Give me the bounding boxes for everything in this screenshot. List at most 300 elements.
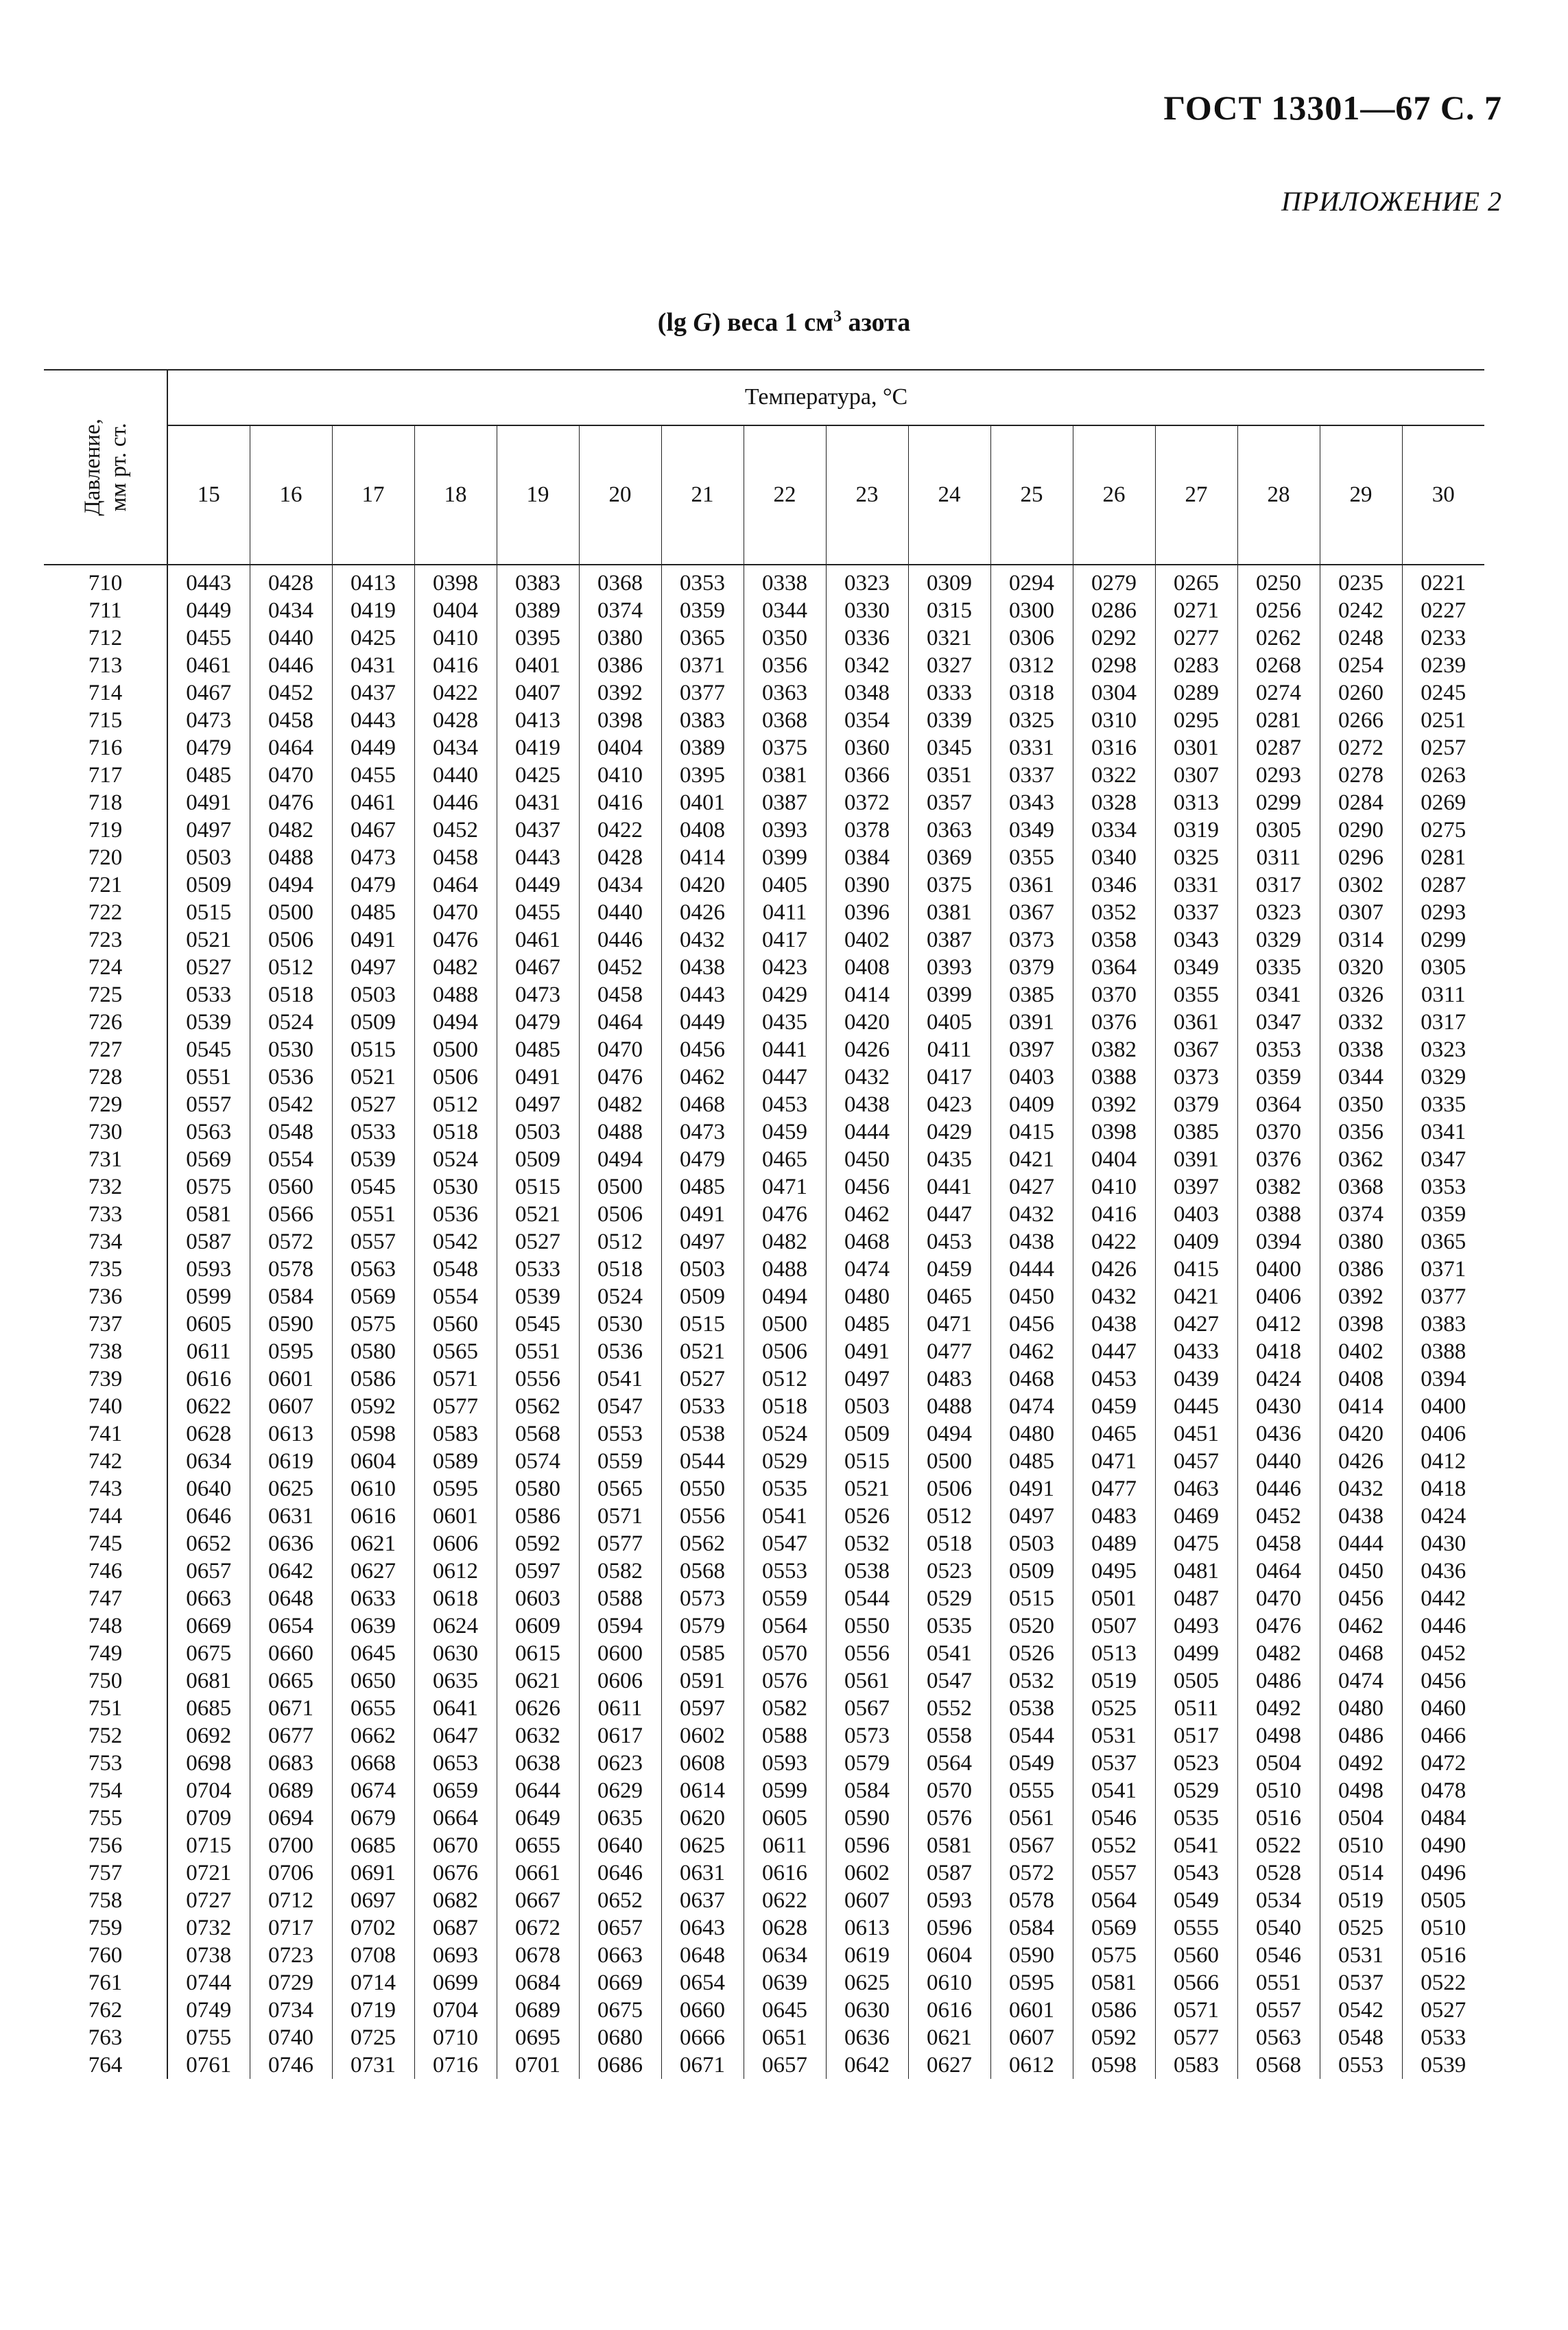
pressure-cell: 740	[44, 1393, 167, 1420]
value-cell: 0344	[1320, 1063, 1402, 1091]
temperature-column-header: 19	[497, 425, 579, 565]
value-cell: 0548	[250, 1118, 332, 1146]
value-cell: 0535	[744, 1475, 826, 1503]
value-cell: 0559	[744, 1585, 826, 1612]
pressure-cell: 729	[44, 1091, 167, 1118]
value-cell: 0643	[661, 1914, 744, 1942]
pressure-cell: 760	[44, 1942, 167, 1969]
value-cell: 0476	[1237, 1612, 1320, 1640]
caption-pre: (lg	[657, 308, 693, 337]
table-row	[44, 1722, 1484, 1750]
value-cell: 0479	[661, 1146, 744, 1173]
value-cell: 0524	[414, 1146, 497, 1173]
temperature-column-header: 23	[826, 425, 908, 565]
value-cell: 0533	[497, 1256, 579, 1283]
value-cell: 0398	[414, 565, 497, 597]
pressure-cell: 714	[44, 679, 167, 707]
value-cell: 0386	[579, 652, 661, 679]
value-cell: 0561	[990, 1804, 1073, 1832]
value-cell: 0386	[1320, 1256, 1402, 1283]
value-cell: 0353	[661, 565, 744, 597]
value-cell: 0440	[579, 899, 661, 926]
value-cell: 0670	[414, 1832, 497, 1859]
value-cell: 0346	[1073, 871, 1155, 899]
value-cell: 0371	[661, 652, 744, 679]
value-cell: 0353	[1237, 1036, 1320, 1063]
value-cell: 0607	[250, 1393, 332, 1420]
value-cell: 0660	[250, 1640, 332, 1667]
value-cell: 0305	[1421, 955, 1466, 980]
value-cell: 0476	[250, 789, 332, 816]
value-cell: 0489	[1073, 1530, 1155, 1557]
value-cell: 0588	[744, 1722, 826, 1750]
value-cell: 0494	[250, 871, 332, 899]
value-cell: 0529	[908, 1585, 990, 1612]
value-cell: 0525	[1320, 1914, 1402, 1942]
value-cell: 0416	[1073, 1201, 1155, 1228]
value-cell: 0474	[990, 1393, 1073, 1420]
value-cell: 0434	[579, 871, 661, 899]
value-cell: 0590	[250, 1310, 332, 1338]
value-cell: 0472	[1421, 1751, 1466, 1776]
value-cell: 0580	[497, 1475, 579, 1503]
table-row	[44, 1063, 1484, 1091]
value-cell: 0562	[661, 1530, 744, 1557]
value-cell: 0350	[1320, 1091, 1402, 1118]
value-cell: 0571	[579, 1503, 661, 1530]
value-cell: 0689	[250, 1777, 332, 1804]
value-cell: 0499	[1155, 1640, 1237, 1667]
value-cell: 0254	[1320, 652, 1402, 679]
value-cell: 0415	[990, 1118, 1073, 1146]
value-cell: 0686	[579, 2051, 661, 2079]
value-cell: 0657	[579, 1914, 661, 1942]
value-cell: 0312	[990, 652, 1073, 679]
value-cell: 0456	[1421, 1669, 1466, 1693]
value-cell: 0451	[1155, 1420, 1237, 1448]
table-row	[44, 2024, 1484, 2051]
value-cell: 0555	[990, 1777, 1073, 1804]
table-row	[44, 1777, 1484, 1804]
value-cell: 0428	[414, 707, 497, 734]
value-cell: 0641	[414, 1695, 497, 1722]
value-cell: 0669	[167, 1612, 250, 1640]
value-cell: 0430	[1237, 1393, 1320, 1420]
value-cell: 0281	[1237, 707, 1320, 734]
pressure-cell: 749	[44, 1640, 167, 1667]
value-cell: 0377	[1421, 1284, 1466, 1309]
value-cell: 0290	[1320, 816, 1402, 844]
value-cell: 0613	[826, 1914, 908, 1942]
value-cell: 0516	[1237, 1804, 1320, 1832]
value-cell: 0530	[250, 1036, 332, 1063]
value-cell: 0387	[908, 926, 990, 954]
value-cell: 0510	[1320, 1832, 1402, 1859]
value-cell: 0533	[1421, 2025, 1466, 2050]
value-cell: 0420	[826, 1009, 908, 1036]
value-cell: 0684	[497, 1969, 579, 1997]
value-cell: 0375	[908, 871, 990, 899]
value-cell: 0709	[167, 1804, 250, 1832]
value-cell: 0351	[908, 762, 990, 789]
pressure-cell: 728	[44, 1063, 167, 1091]
value-cell: 0497	[332, 954, 414, 981]
value-cell: 0410	[1073, 1173, 1155, 1201]
value-cell: 0569	[1073, 1914, 1155, 1942]
value-cell: 0479	[332, 871, 414, 899]
pressure-cell: 743	[44, 1475, 167, 1503]
value-cell: 0552	[908, 1695, 990, 1722]
value-cell: 0374	[579, 597, 661, 624]
value-cell: 0611	[579, 1695, 661, 1722]
value-cell: 0313	[1155, 789, 1237, 816]
table-row	[44, 1475, 1484, 1503]
value-cell: 0628	[744, 1914, 826, 1942]
value-cell: 0698	[167, 1750, 250, 1777]
value-cell: 0464	[1237, 1557, 1320, 1585]
value-cell: 0602	[661, 1722, 744, 1750]
value-cell: 0615	[497, 1640, 579, 1667]
value-cell: 0515	[167, 899, 250, 926]
value-cell: 0712	[250, 1887, 332, 1914]
value-cell: 0335	[1237, 954, 1320, 981]
value-cell: 0339	[908, 707, 990, 734]
value-cell: 0471	[744, 1173, 826, 1201]
temperature-column-header: 15	[167, 425, 250, 565]
value-cell: 0572	[990, 1859, 1073, 1887]
value-cell: 0459	[744, 1118, 826, 1146]
value-cell: 0275	[1421, 818, 1466, 843]
value-cell: 0717	[250, 1914, 332, 1942]
value-cell: 0551	[497, 1338, 579, 1365]
value-cell: 0582	[579, 1557, 661, 1585]
value-cell: 0376	[1073, 1009, 1155, 1036]
value-cell: 0512	[744, 1365, 826, 1393]
value-cell: 0521	[332, 1063, 414, 1091]
value-cell: 0518	[250, 981, 332, 1009]
value-cell: 0579	[661, 1612, 744, 1640]
pressure-cell: 716	[44, 734, 167, 762]
value-cell: 0547	[744, 1530, 826, 1557]
value-cell: 0515	[332, 1036, 414, 1063]
value-cell: 0483	[908, 1365, 990, 1393]
value-cell: 0652	[579, 1887, 661, 1914]
value-cell: 0491	[661, 1201, 744, 1228]
value-cell: 0242	[1320, 597, 1402, 624]
table-row	[44, 1283, 1484, 1310]
value-cell: 0422	[414, 679, 497, 707]
value-cell: 0420	[1320, 1420, 1402, 1448]
value-cell: 0571	[1155, 1997, 1237, 2024]
value-cell: 0409	[1155, 1228, 1237, 1256]
value-cell: 0420	[661, 871, 744, 899]
value-cell: 0518	[744, 1393, 826, 1420]
value-cell: 0568	[1237, 2051, 1320, 2079]
value-cell: 0426	[1073, 1256, 1155, 1283]
value-cell: 0391	[990, 1009, 1073, 1036]
pressure-cell: 742	[44, 1448, 167, 1475]
value-cell: 0616	[908, 1997, 990, 2024]
value-cell: 0446	[579, 926, 661, 954]
value-cell: 0363	[744, 679, 826, 707]
value-cell: 0453	[744, 1091, 826, 1118]
value-cell: 0393	[908, 954, 990, 981]
value-cell: 0631	[661, 1859, 744, 1887]
value-cell: 0577	[579, 1530, 661, 1557]
table-row	[44, 762, 1484, 789]
value-cell: 0547	[579, 1393, 661, 1420]
value-cell: 0500	[908, 1448, 990, 1475]
value-cell: 0323	[1421, 1037, 1466, 1062]
value-cell: 0500	[744, 1310, 826, 1338]
table-row	[44, 1750, 1484, 1777]
value-cell: 0610	[908, 1969, 990, 1997]
value-cell: 0543	[1155, 1859, 1237, 1887]
value-cell: 0694	[250, 1804, 332, 1832]
value-cell: 0422	[579, 816, 661, 844]
value-cell: 0515	[990, 1585, 1073, 1612]
value-cell: 0551	[1237, 1969, 1320, 1997]
value-cell: 0553	[579, 1420, 661, 1448]
value-cell: 0512	[579, 1228, 661, 1256]
value-cell: 0564	[744, 1612, 826, 1640]
value-cell: 0755	[167, 2024, 250, 2051]
value-cell: 0427	[1155, 1310, 1237, 1338]
value-cell: 0317	[1421, 1010, 1466, 1035]
value-cell: 0279	[1073, 565, 1155, 597]
value-cell: 0378	[826, 816, 908, 844]
value-cell: 0287	[1237, 734, 1320, 762]
value-cell: 0557	[167, 1091, 250, 1118]
value-cell: 0544	[826, 1585, 908, 1612]
value-cell: 0522	[1421, 1970, 1466, 1995]
value-cell: 0404	[579, 734, 661, 762]
value-cell: 0374	[1320, 1201, 1402, 1228]
value-cell: 0604	[332, 1448, 414, 1475]
value-cell: 0675	[167, 1640, 250, 1667]
value-cell: 0549	[1155, 1887, 1237, 1914]
value-cell: 0625	[250, 1475, 332, 1503]
value-cell: 0619	[250, 1448, 332, 1475]
value-cell: 0490	[1421, 1833, 1466, 1858]
value-cell: 0706	[250, 1859, 332, 1887]
value-cell: 0383	[661, 707, 744, 734]
value-cell: 0674	[332, 1777, 414, 1804]
value-cell: 0557	[1073, 1859, 1155, 1887]
value-cell: 0392	[579, 679, 661, 707]
value-cell: 0482	[1237, 1640, 1320, 1667]
value-cell: 0560	[250, 1173, 332, 1201]
value-cell: 0501	[1073, 1585, 1155, 1612]
value-cell: 0341	[1237, 981, 1320, 1009]
value-cell: 0389	[497, 597, 579, 624]
value-cell: 0524	[579, 1283, 661, 1310]
value-cell: 0221	[1421, 571, 1466, 596]
value-cell: 0569	[332, 1283, 414, 1310]
value-cell: 0603	[497, 1585, 579, 1612]
value-cell: 0633	[332, 1585, 414, 1612]
value-cell: 0534	[1237, 1887, 1320, 1914]
value-cell: 0263	[1421, 763, 1466, 788]
table-row	[44, 1118, 1484, 1146]
value-cell: 0560	[1155, 1942, 1237, 1969]
value-cell: 0361	[990, 871, 1073, 899]
value-cell: 0411	[744, 899, 826, 926]
value-cell: 0435	[908, 1146, 990, 1173]
table-row	[44, 1612, 1484, 1640]
value-cell: 0702	[332, 1914, 414, 1942]
value-cell: 0503	[661, 1256, 744, 1283]
value-cell: 0657	[744, 2051, 826, 2079]
value-cell: 0537	[1073, 1750, 1155, 1777]
value-cell: 0552	[1073, 1832, 1155, 1859]
value-cell: 0621	[332, 1530, 414, 1557]
value-cell: 0721	[167, 1859, 250, 1887]
value-cell: 0533	[332, 1118, 414, 1146]
value-cell: 0357	[908, 789, 990, 816]
value-cell: 0497	[826, 1365, 908, 1393]
value-cell: 0325	[1155, 844, 1237, 871]
table-row	[44, 734, 1484, 762]
value-cell: 0523	[1155, 1750, 1237, 1777]
value-cell: 0567	[826, 1695, 908, 1722]
value-cell: 0523	[908, 1557, 990, 1585]
value-cell: 0398	[1320, 1310, 1402, 1338]
value-cell: 0581	[1073, 1969, 1155, 1997]
value-cell: 0417	[744, 926, 826, 954]
value-cell: 0542	[250, 1091, 332, 1118]
value-cell: 0301	[1155, 734, 1237, 762]
value-cell: 0583	[1155, 2051, 1237, 2079]
value-cell: 0333	[908, 679, 990, 707]
temperature-column-header: 24	[908, 425, 990, 565]
value-cell: 0620	[661, 1804, 744, 1832]
value-cell: 0474	[1320, 1667, 1402, 1695]
value-cell: 0636	[250, 1530, 332, 1557]
value-cell: 0485	[167, 762, 250, 789]
value-cell: 0533	[167, 981, 250, 1009]
value-cell: 0601	[990, 1997, 1073, 2024]
table-row	[44, 1640, 1484, 1667]
pressure-cell: 759	[44, 1914, 167, 1942]
value-cell: 0438	[661, 954, 744, 981]
value-cell: 0622	[167, 1393, 250, 1420]
value-cell: 0338	[744, 565, 826, 597]
value-cell: 0491	[332, 926, 414, 954]
value-cell: 0450	[990, 1283, 1073, 1310]
value-cell: 0452	[1237, 1503, 1320, 1530]
table-row	[44, 1338, 1484, 1365]
value-cell: 0612	[414, 1557, 497, 1585]
value-cell: 0402	[826, 926, 908, 954]
value-cell: 0459	[1073, 1393, 1155, 1420]
value-cell: 0602	[826, 1859, 908, 1887]
value-cell: 0623	[579, 1750, 661, 1777]
value-cell: 0507	[1073, 1612, 1155, 1640]
value-cell: 0314	[1320, 926, 1402, 954]
pressure-cell: 753	[44, 1750, 167, 1777]
table-row	[44, 1667, 1484, 1695]
value-cell: 0581	[908, 1832, 990, 1859]
value-cell: 0437	[497, 816, 579, 844]
value-cell: 0446	[1237, 1475, 1320, 1503]
value-cell: 0468	[661, 1091, 744, 1118]
value-cell: 0299	[1421, 928, 1466, 952]
pressure-cell: 736	[44, 1283, 167, 1310]
value-cell: 0545	[167, 1036, 250, 1063]
value-cell: 0479	[167, 734, 250, 762]
value-cell: 0444	[990, 1256, 1073, 1283]
value-cell: 0530	[414, 1173, 497, 1201]
value-cell: 0368	[579, 565, 661, 597]
value-cell: 0604	[908, 1942, 990, 1969]
value-cell: 0315	[908, 597, 990, 624]
value-cell: 0685	[332, 1832, 414, 1859]
value-cell: 0334	[1073, 816, 1155, 844]
value-cell: 0450	[826, 1146, 908, 1173]
value-cell: 0551	[332, 1201, 414, 1228]
value-cell: 0704	[167, 1777, 250, 1804]
value-cell: 0546	[1073, 1804, 1155, 1832]
value-cell: 0373	[1155, 1063, 1237, 1091]
value-cell: 0590	[990, 1942, 1073, 1969]
value-cell: 0476	[744, 1201, 826, 1228]
value-cell: 0458	[579, 981, 661, 1009]
value-cell: 0323	[1237, 899, 1320, 926]
value-cell: 0436	[1421, 1559, 1466, 1584]
value-cell: 0341	[1421, 1120, 1466, 1144]
value-cell: 0652	[167, 1530, 250, 1557]
value-cell: 0527	[332, 1091, 414, 1118]
value-cell: 0380	[1320, 1228, 1402, 1256]
value-cell: 0481	[1155, 1557, 1237, 1585]
value-cell: 0405	[744, 871, 826, 899]
value-cell: 0406	[1421, 1422, 1466, 1446]
value-cell: 0749	[167, 1997, 250, 2024]
value-cell: 0468	[826, 1228, 908, 1256]
value-cell: 0556	[826, 1640, 908, 1667]
value-cell: 0530	[579, 1310, 661, 1338]
value-cell: 0567	[990, 1832, 1073, 1859]
value-cell: 0716	[414, 2051, 497, 2079]
value-cell: 0485	[497, 1036, 579, 1063]
table-row	[44, 1173, 1484, 1201]
pressure-cell: 764	[44, 2051, 167, 2079]
value-cell: 0368	[1320, 1173, 1402, 1201]
value-cell: 0732	[167, 1914, 250, 1942]
document-reference: ГОСТ 13301—67 С. 7	[1163, 89, 1502, 127]
value-cell: 0485	[826, 1310, 908, 1338]
table-row	[44, 679, 1484, 707]
value-cell: 0590	[826, 1804, 908, 1832]
value-cell: 0549	[990, 1750, 1073, 1777]
table-row	[44, 981, 1484, 1009]
value-cell: 0592	[497, 1530, 579, 1557]
pressure-cell: 735	[44, 1256, 167, 1283]
value-cell: 0464	[250, 734, 332, 762]
value-cell: 0379	[990, 954, 1073, 981]
value-cell: 0384	[826, 844, 908, 871]
value-cell: 0467	[497, 954, 579, 981]
value-cell: 0480	[990, 1420, 1073, 1448]
value-cell: 0462	[826, 1201, 908, 1228]
value-cell: 0376	[1237, 1146, 1320, 1173]
value-cell: 0441	[744, 1036, 826, 1063]
value-cell: 0553	[744, 1557, 826, 1585]
value-cell: 0307	[1320, 899, 1402, 926]
value-cell: 0227	[1421, 598, 1466, 623]
nitrogen-weight-table	[44, 369, 1484, 2079]
